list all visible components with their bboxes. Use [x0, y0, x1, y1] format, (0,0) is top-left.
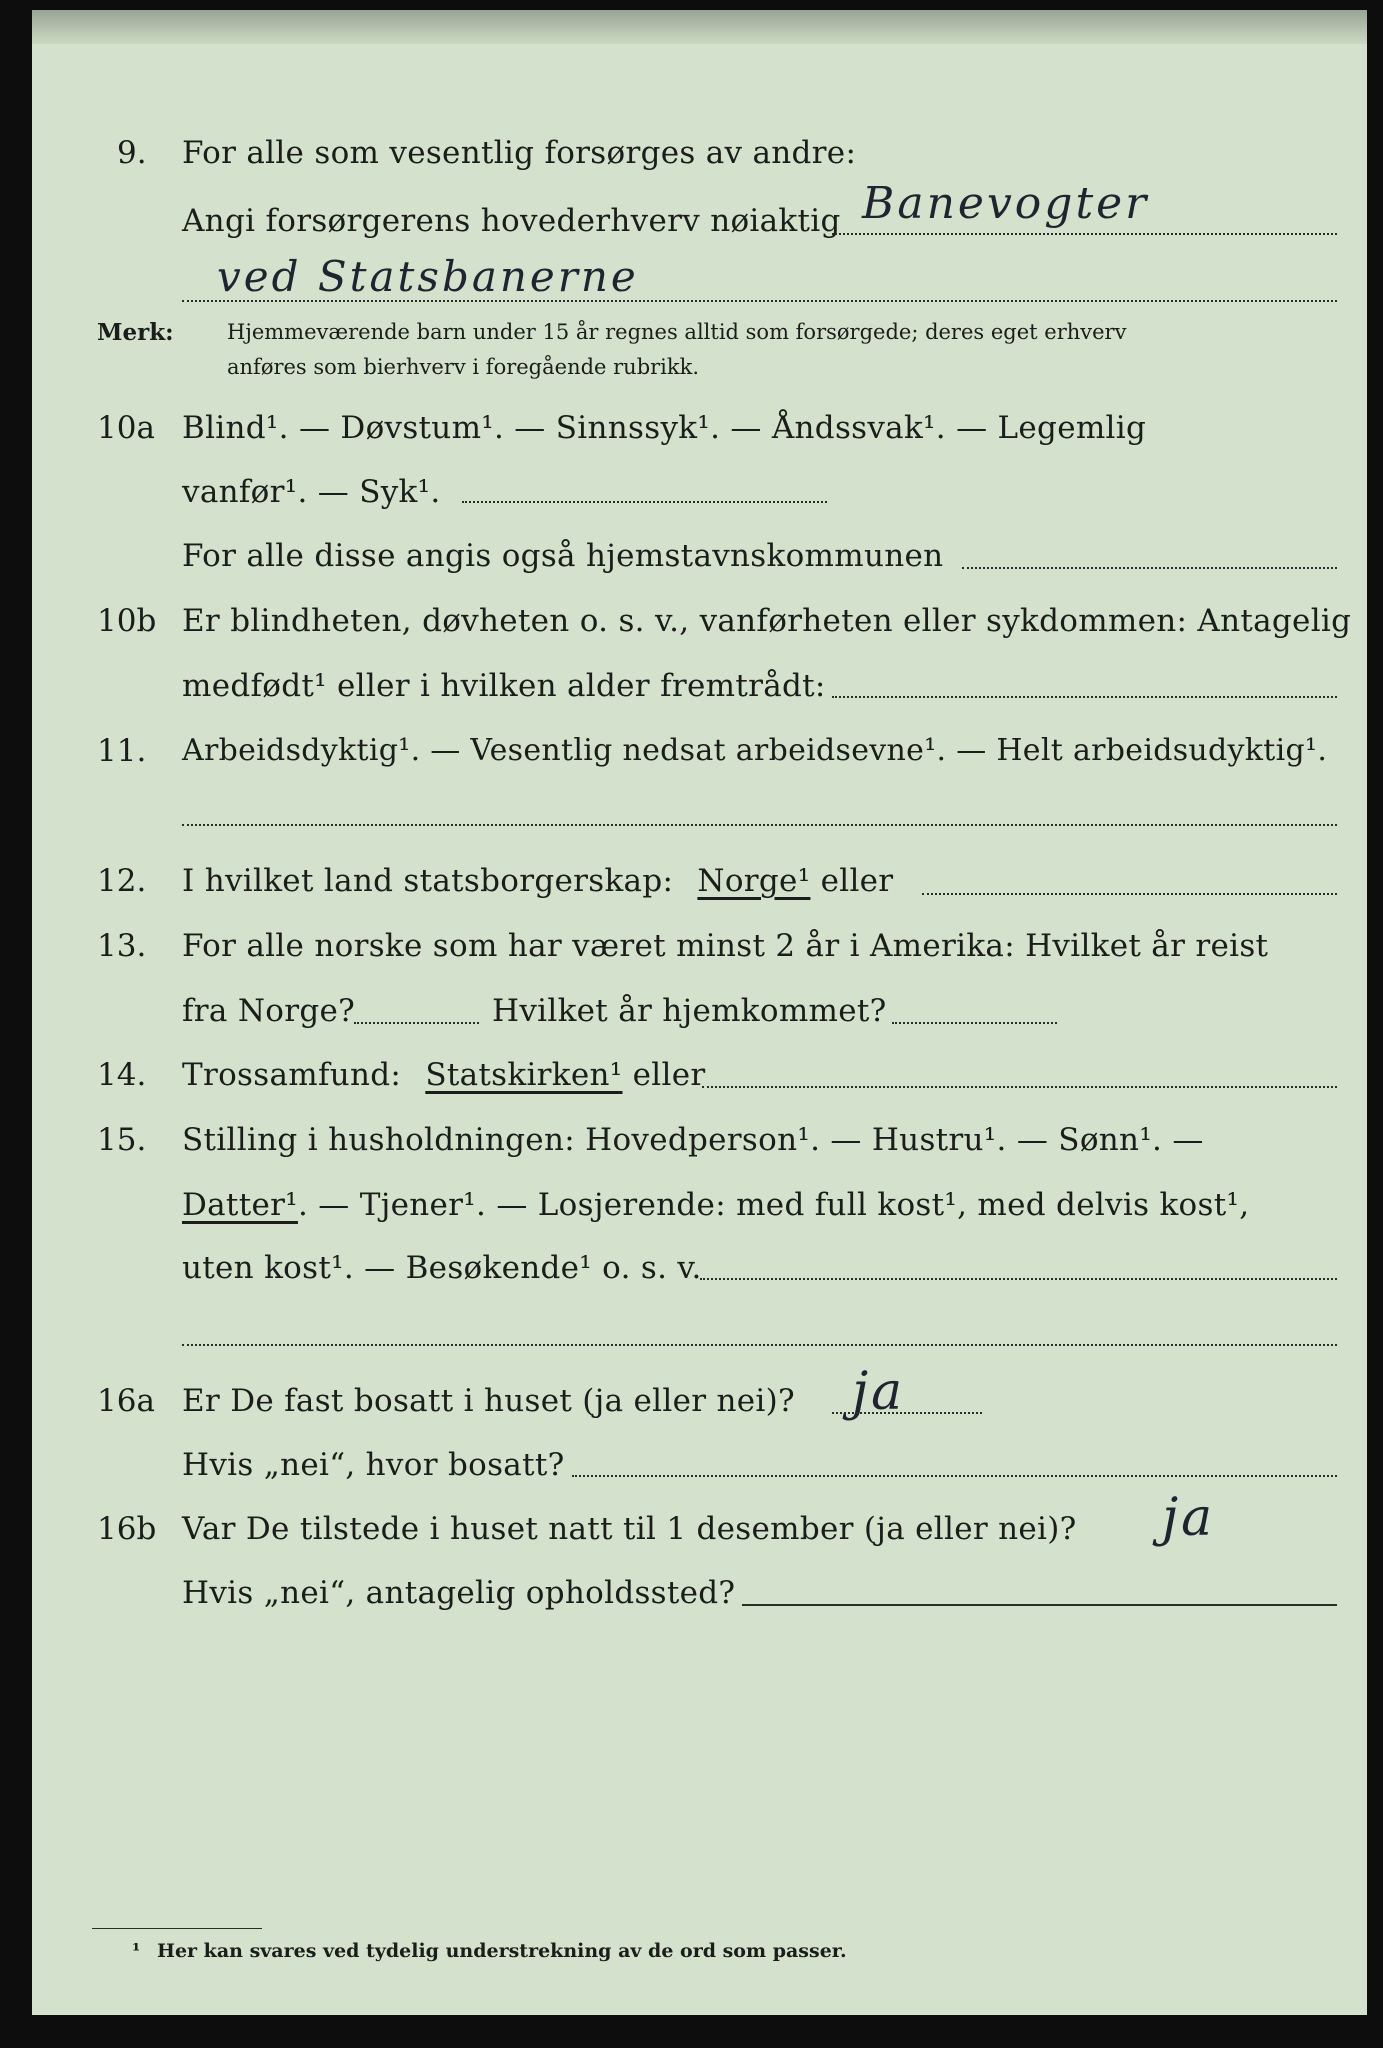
- footnote-rule: [92, 1928, 262, 1929]
- q15-answer-line2: [182, 1344, 1337, 1346]
- q16a-line1: Er De fast bosatt i huset (ja eller nei)?: [182, 1383, 795, 1419]
- q15-line2-rest: . — Tjener¹. — Losjerende: med full kost¹, med delvis kost¹,: [297, 1187, 1250, 1223]
- q12-prefix: I hvilket land statsborgerskap:: [182, 863, 674, 899]
- q15-answer-line1: [700, 1278, 1337, 1280]
- q12-suffix: eller: [820, 863, 894, 899]
- q16b-line1: Var De tilstede i huset natt til 1 desember (ja eller nei)?: [182, 1511, 1077, 1547]
- q14-answer-line: [702, 1086, 1337, 1088]
- q10b-answer-line: [832, 696, 1337, 698]
- q9-number: 9.: [117, 135, 147, 171]
- q10a-line3: For alle disse angis også hjemstavnskommunen: [182, 538, 944, 574]
- q12-text: [182, 863, 893, 899]
- q14-prefix: Trossamfund:: [182, 1057, 402, 1093]
- q14-suffix: eller: [632, 1057, 706, 1093]
- q13-hjemkommet-line: [892, 1022, 1057, 1024]
- q11-number: 11.: [97, 733, 147, 769]
- q10a-syk-line: [462, 501, 827, 503]
- q9-answer-line2: [182, 300, 1337, 302]
- q13-line1: For alle norske som har været minst 2 år i Amerika: Hvilket år reist: [182, 928, 1269, 964]
- q16b-opholdssted-line: [742, 1604, 1337, 1606]
- q9-line2: Angi forsørgerens hovederhverv nøiaktig: [182, 203, 841, 239]
- q16a-line2: Hvis „nei“, hvor bosatt?: [182, 1447, 565, 1483]
- footnote-text: Her kan svares ved tydelig understrekning av de ord som passer.: [157, 1940, 847, 1962]
- q16a-handwritten-answer: ja: [852, 1362, 906, 1422]
- q12-underlined-norge: Norge¹: [697, 863, 811, 899]
- census-form-page: [32, 10, 1367, 2015]
- q9-answer-line1: [832, 233, 1337, 235]
- q13-line2b: Hvilket år hjemkommet?: [492, 993, 887, 1029]
- q16a-bosatt-line: [572, 1475, 1337, 1477]
- q10b-line1: Er blindheten, døvheten o. s. v., vanførheten eller sykdommen: Antagelig: [182, 603, 1352, 639]
- q14-text: [182, 1057, 706, 1093]
- q13-line2a: fra Norge?: [182, 993, 356, 1029]
- q10a-number: 10a: [97, 410, 155, 446]
- footnote-mark: ¹: [132, 1940, 141, 1962]
- q10b-line2: medfødt¹ eller i hvilken alder fremtrådt:: [182, 668, 826, 704]
- q11-answer-line: [182, 824, 1337, 826]
- q16a-answer-line: [832, 1412, 982, 1414]
- q15-line3: uten kost¹. — Besøkende¹ o. s. v.: [182, 1250, 702, 1286]
- q15-underlined-datter: Datter¹: [182, 1187, 298, 1223]
- q14-number: 14.: [97, 1057, 147, 1093]
- q12-answer-line: [922, 893, 1337, 895]
- q10a-line1: Blind¹. — Døvstum¹. — Sinnssyk¹. — Åndssvak¹. — Legemlig: [182, 410, 1147, 446]
- merk-line1: Hjemmeværende barn under 15 år regnes alltid som forsørgede; deres eget erhverv: [227, 320, 1127, 344]
- q15-line1: Stilling i husholdningen: Hovedperson¹. — Hustru¹. — Sønn¹. —: [182, 1122, 1204, 1158]
- q16b-line2: Hvis „nei“, antagelig opholdssted?: [182, 1575, 736, 1611]
- q10a-hjemstavn-line: [962, 567, 1337, 569]
- q10b-number: 10b: [97, 603, 157, 639]
- q16a-number: 16a: [97, 1383, 155, 1419]
- q15-number: 15.: [97, 1122, 147, 1158]
- q11-line1: Arbeidsdyktig¹. — Vesentlig nedsat arbeidsevne¹. — Helt arbeidsudyktig¹.: [182, 733, 1328, 768]
- merk-line2: anføres som bierhverv i foregående rubrikk.: [227, 355, 700, 379]
- q14-underlined-statskirken: Statskirken¹: [425, 1057, 623, 1093]
- q10a-line2: vanfør¹. — Syk¹.: [182, 474, 441, 510]
- q13-number: 13.: [97, 928, 147, 964]
- merk-label: Merk:: [97, 319, 174, 346]
- q9-line1: For alle som vesentlig forsørges av andre:: [182, 135, 857, 171]
- q15-line2: [182, 1187, 1249, 1223]
- q16b-number: 16b: [97, 1511, 157, 1547]
- q9-handwritten-answer2: ved Statsbanerne: [217, 252, 639, 301]
- q9-handwritten-answer1: Banevogter: [862, 178, 1150, 229]
- q16b-handwritten-answer: ja: [1162, 1488, 1216, 1548]
- q13-reist-line: [354, 1022, 479, 1024]
- q12-number: 12.: [97, 863, 147, 899]
